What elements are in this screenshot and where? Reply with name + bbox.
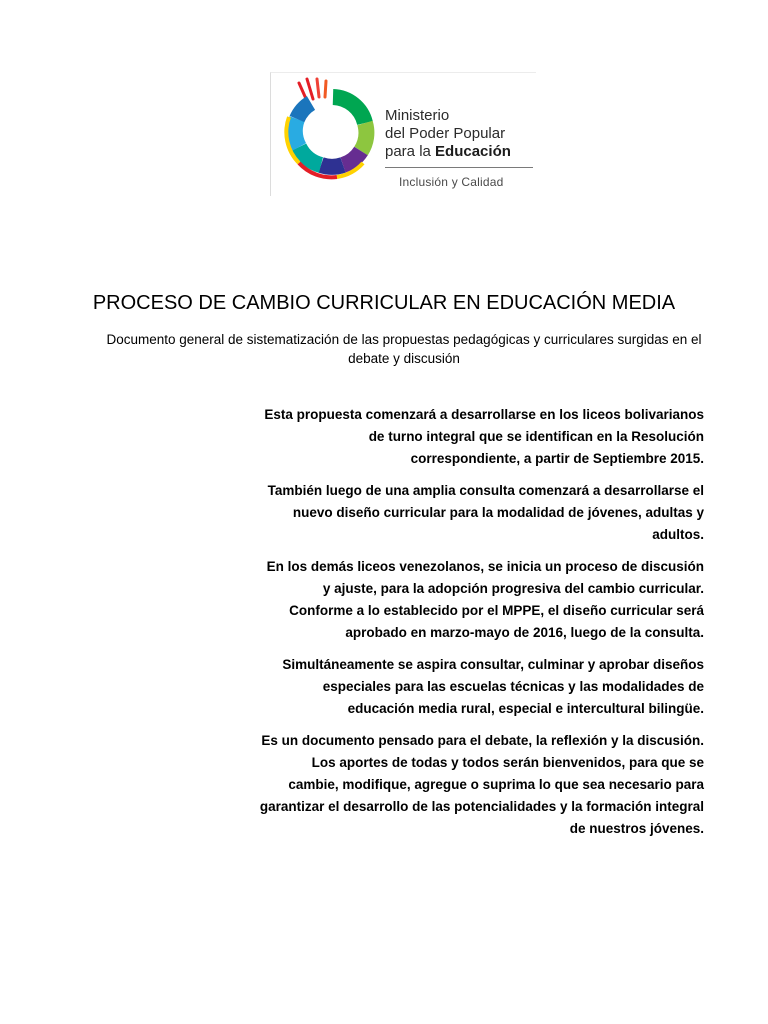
document-title: PROCESO DE CAMBIO CURRICULAR EN EDUCACIÓN MEDIA (92, 292, 676, 314)
ministry-name (385, 107, 511, 161)
ministry-name-line1: Ministerio (385, 107, 450, 124)
document-body (258, 404, 704, 850)
ministry-name-line3-prefix: para la (385, 143, 436, 160)
ministry-name-line2: del Poder Popular (385, 125, 506, 142)
paragraph: Es un documento pensado para el debate, la reflexión y la discusión. Los aportes de todas y todos serán bienvenidos, para que se cambie, modifique, agregue o suprima lo que sea necesario para garantizar el desarrollo de las potencialidades y la formación integral de nuestros jóvenes. (259, 733, 704, 836)
ministry-logo (270, 72, 536, 196)
logo-tagline: Inclusión y Calidad (399, 175, 504, 189)
ministry-name-line3 (385, 143, 511, 161)
ministry-emblem-icon (277, 77, 381, 185)
document-subtitle: Documento general de sistematización de las propuestas pedagógicas y curriculares surgidas en el debate y discusión (106, 332, 702, 366)
paragraph: Simultáneamente se aspira consultar, culminar y aprobar diseños especiales para las escuelas técnicas y las modalidades de educación media rural, especial e intercultural bilingüe. (282, 657, 704, 716)
logo-divider (385, 167, 533, 168)
paragraph: Esta propuesta comenzará a desarrollarse en los liceos bolivarianos de turno integral que se identifican en la Resolución correspondiente, a partir de Septiembre 2015. (264, 407, 704, 466)
paragraph: También luego de una amplia consulta comenzará a desarrollarse el nuevo diseño curricular para la modalidad de jóvenes, adultas y adultos. (267, 483, 704, 542)
paragraph: En los demás liceos venezolanos, se inicia un proceso de discusión y ajuste, para la adopción progresiva del cambio curricular. Conforme a lo establecido por el MPPE, el diseño curricular será aprobado en marzo-mayo de 2016, luego de la consulta. (266, 559, 704, 640)
ministry-name-line3-bold: Educación (435, 143, 511, 160)
